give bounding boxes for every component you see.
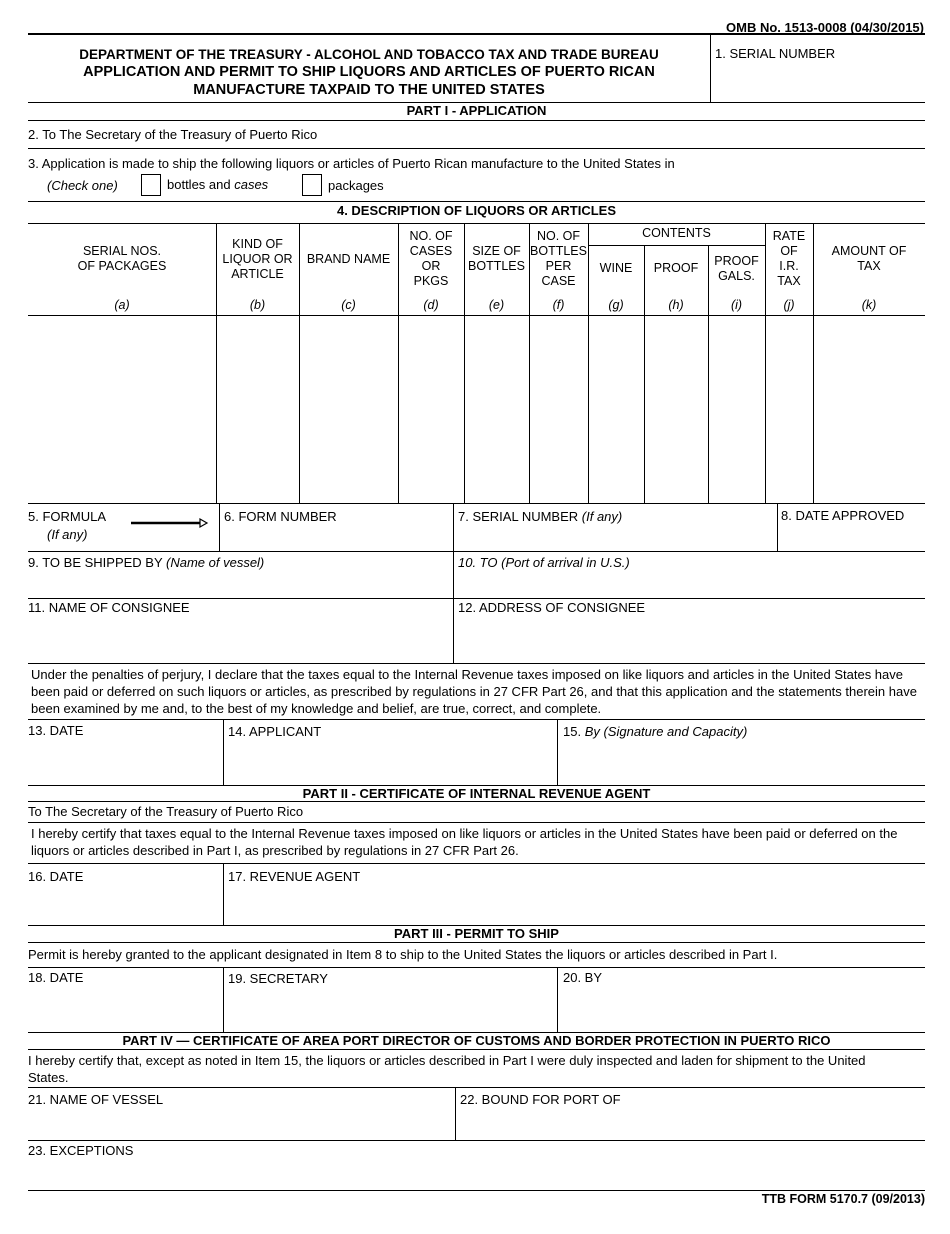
column-key: (c)	[341, 298, 356, 312]
table-column-entry[interactable]	[529, 316, 588, 503]
contents-header: CONTENTS	[642, 226, 711, 240]
column-key: (j)	[783, 298, 795, 312]
column-header: WINE	[599, 261, 633, 275]
column-key: (a)	[114, 298, 130, 312]
table-column-entry[interactable]	[708, 316, 765, 503]
formula-sublabel: (If any)	[47, 527, 88, 542]
part3-text: Permit is hereby granted to the applicant designated in Item 8 to ship to the United States the liquors or articles described in Part I.	[28, 947, 778, 962]
part2-text: I hereby certify that taxes equal to the Internal Revenue taxes imposed on like liquors or articles in the United States have been paid or deferred on the liquors or articles described in Part I, as prescribed by regulations in 27 CFR Part 26.	[31, 826, 898, 858]
exceptions-label: 23. EXCEPTIONS	[28, 1143, 134, 1158]
table-column-entry[interactable]	[813, 316, 925, 503]
column-key: (g)	[608, 298, 624, 312]
divider	[219, 503, 220, 551]
by-label: 20. BY	[563, 970, 603, 985]
column-header: SERIAL NOS. OF PACKAGES	[77, 244, 167, 273]
bottles-cases-label	[167, 177, 268, 192]
table-column-entry[interactable]	[644, 316, 708, 503]
formula-label: 5. FORMULA	[28, 509, 107, 524]
date-18-label: 18. DATE	[28, 970, 84, 985]
packages-label: packages	[328, 178, 384, 193]
divider	[28, 801, 925, 802]
table-column-entry[interactable]	[28, 316, 216, 503]
part2-title: PART II - CERTIFICATE OF INTERNAL REVENUE AGENT	[302, 786, 651, 801]
table-title: 4. DESCRIPTION OF LIQUORS OR ARTICLES	[336, 203, 617, 218]
column-header: RATE OF I.R. TAX	[772, 229, 806, 288]
column-key: (k)	[861, 298, 877, 312]
divider	[28, 148, 925, 149]
check-one-label: (Check one)	[47, 178, 118, 193]
divider	[223, 967, 224, 1032]
column-header: PROOF	[653, 261, 699, 275]
divider	[28, 120, 925, 121]
divider	[557, 719, 558, 785]
bound-port-label: 22. BOUND FOR PORT OF	[460, 1092, 621, 1107]
column-header: NO. OF BOTTLES PER CASE	[530, 229, 587, 288]
table-column-entry[interactable]	[765, 316, 813, 503]
column-divider	[765, 223, 766, 503]
column-key: (i)	[730, 298, 743, 312]
packages-checkbox[interactable]	[302, 174, 322, 196]
divider	[28, 33, 925, 35]
column-key: (h)	[668, 298, 684, 312]
date-13-label: 13. DATE	[28, 723, 84, 738]
column-divider	[588, 223, 589, 503]
part3-title: PART III - PERMIT TO SHIP	[394, 926, 559, 941]
date-16-label: 16. DATE	[28, 869, 84, 884]
part1-title: PART I - APPLICATION	[406, 103, 547, 118]
part4-title: PART IV — CERTIFICATE OF AREA PORT DIRECTOR OF CUSTOMS AND BORDER PROTECTION IN PUERTO RICO	[122, 1033, 831, 1048]
bottles-cases-checkbox[interactable]	[141, 174, 161, 196]
divider	[28, 1190, 925, 1191]
label-note: (Name of vessel)	[166, 555, 265, 570]
omb-number: OMB No. 1513-0008 (04/30/2015)	[726, 20, 924, 35]
column-key: (b)	[249, 298, 266, 312]
part4-text: I hereby certify that, except as noted in Item 15, the liquors or articles described in Part I were duly inspected and laden for shipment to the United States.	[28, 1053, 866, 1085]
date-approved-label: 8. DATE APPROVED	[781, 508, 905, 523]
form-title: APPLICATION AND PERMIT TO SHIP LIQUORS AND ARTICLES OF PUERTO RICAN	[83, 64, 655, 80]
divider	[28, 967, 925, 968]
vessel-name-label: 21. NAME OF VESSEL	[28, 1092, 164, 1107]
divider	[455, 1087, 456, 1140]
item2-text: 2. To The Secretary of the Treasury of Puerto Rico	[28, 127, 318, 142]
divider	[28, 1087, 925, 1088]
divider	[28, 719, 925, 720]
table-column-entry[interactable]	[216, 316, 299, 503]
divider	[28, 863, 925, 864]
serial-number-field[interactable]	[711, 62, 925, 102]
divider	[223, 863, 224, 925]
secretary-label: 19. SECRETARY	[228, 971, 328, 986]
form-title-line2: MANUFACTURE TAXPAID TO THE UNITED STATES	[193, 82, 545, 98]
column-header: AMOUNT OF TAX	[831, 244, 907, 273]
column-key: (f)	[552, 298, 565, 312]
table-column-entry[interactable]	[588, 316, 644, 503]
column-divider	[398, 223, 399, 503]
cases-label: cases	[234, 177, 269, 192]
consignee-name-label: 11. NAME OF CONSIGNEE	[28, 600, 190, 615]
divider	[28, 942, 925, 943]
label: 9. TO BE SHIPPED BY	[28, 555, 167, 570]
divider	[28, 503, 925, 504]
revenue-agent-label: 17. REVENUE AGENT	[228, 869, 361, 884]
column-divider	[216, 223, 217, 503]
table-column-entry[interactable]	[299, 316, 398, 503]
label-note: (If any)	[581, 509, 623, 524]
column-divider	[299, 223, 300, 503]
column-header: KIND OF LIQUOR OR ARTICLE	[222, 236, 293, 281]
divider	[28, 822, 925, 823]
serial-number-7-label	[458, 509, 622, 524]
column-divider	[529, 223, 530, 503]
divider	[28, 663, 925, 664]
item3-text: 3. Application is made to ship the following liquors or articles of Puerto Rican manufacture to the United States in	[28, 156, 675, 171]
column-divider	[644, 245, 645, 503]
form-footer: TTB FORM 5170.7 (09/2013)	[761, 1192, 925, 1206]
column-divider	[708, 245, 709, 503]
form-number-label: 6. FORM NUMBER	[224, 509, 337, 524]
arrow-right-icon	[130, 516, 210, 530]
column-key: (d)	[423, 298, 439, 312]
table-column-entry[interactable]	[464, 316, 529, 503]
serial-number-label: 1. SERIAL NUMBER	[715, 46, 836, 61]
label-note: By (Signature and Capacity)	[584, 724, 748, 739]
column-header: PROOF GALS.	[714, 253, 759, 283]
divider	[28, 1140, 925, 1141]
department-heading: DEPARTMENT OF THE TREASURY - ALCOHOL AND TOBACCO TAX AND TRADE BUREAU	[79, 47, 659, 62]
column-header: NO. OF CASES OR PKGS	[409, 229, 453, 288]
signature-label	[563, 724, 747, 739]
divider	[223, 719, 224, 785]
column-divider	[464, 223, 465, 503]
label: 15.	[563, 724, 585, 739]
table-column-entry[interactable]	[398, 316, 464, 503]
consignee-address-label: 12. ADDRESS OF CONSIGNEE	[458, 600, 646, 615]
declaration-text: Under the penalties of perjury, I declare that the taxes equal to the Internal Revenue taxes imposed on like liquors and articles in the United States have been paid or deferred on such liquors or articles, as prescribed by regulations in 27 CFR Part 26, and that this application and the statements therein have been examined by me and, to the best of my knowledge and belief, are true, correct, and complete.	[31, 667, 917, 716]
part2-to: To The Secretary of the Treasury of Puerto Rico	[28, 804, 304, 819]
divider	[453, 503, 454, 663]
bottles-label: bottles and	[167, 177, 235, 192]
column-divider	[813, 223, 814, 503]
port-of-arrival-label: 10. TO (Port of arrival in U.S.)	[458, 555, 630, 570]
applicant-label: 14. APPLICANT	[228, 724, 322, 739]
divider	[28, 1049, 925, 1050]
divider	[557, 967, 558, 1032]
divider	[28, 551, 925, 552]
column-header: SIZE OF BOTTLES	[468, 244, 525, 273]
column-header: BRAND NAME	[306, 251, 391, 266]
label: 7. SERIAL NUMBER	[458, 509, 582, 524]
divider	[777, 503, 778, 551]
divider	[28, 201, 925, 202]
shipped-by-label	[28, 555, 264, 570]
column-key: (e)	[488, 298, 505, 312]
divider	[28, 598, 925, 599]
